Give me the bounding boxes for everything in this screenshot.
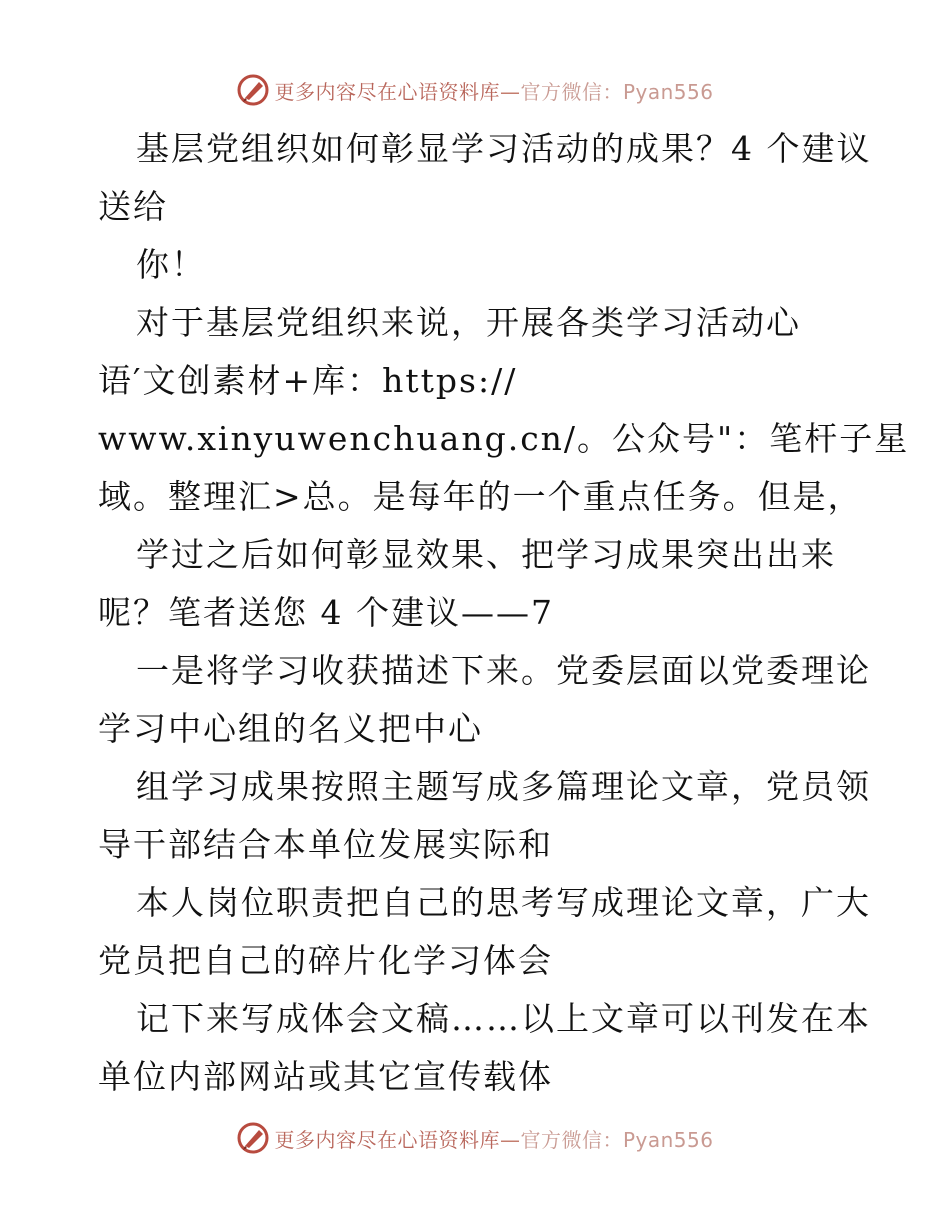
text-line: 语′文创素材+库：https://: [98, 361, 518, 400]
text-line: 对于基层党组织来说，开展各类学习活动心: [136, 303, 801, 342]
text-line: 导干部结合本单位发展实际和: [98, 825, 553, 864]
footer-wechat-text: 官方微信：Pyan556: [520, 1127, 714, 1152]
text-line: 呢？笔者送您 4 个建议——7: [98, 593, 554, 632]
pen-logo-icon: [236, 1121, 270, 1155]
header-watermark-text: [274, 76, 713, 105]
text-line: 组学习成果按照主题写成多篇理论文章，党员领: [136, 767, 871, 806]
footer-watermark: [0, 1118, 950, 1158]
text-line: 送给: [98, 187, 168, 226]
header-wechat-text: 官方微信：Pyan556: [520, 79, 714, 104]
header-brand-text: 更多内容尽在心语资料库: [274, 79, 500, 104]
text-line: 党员把自己的碎片化学习体会: [98, 941, 553, 980]
header-watermark: [0, 70, 950, 110]
document-body: [98, 120, 910, 1106]
text-line: 域。整理汇>总。是每年的一个重点任务。但是，: [98, 477, 863, 516]
text-line: 你！: [136, 245, 206, 284]
header-separator: —: [499, 79, 521, 104]
text-line: 记下来写成体会文稿……以上文章可以刊发在本: [136, 999, 871, 1038]
text-line: 学过之后如何彰显效果、把学习成果突出出来: [136, 535, 836, 574]
text-line: 单位内部网站或其它宣传载体: [98, 1057, 553, 1096]
text-line: 一是将学习收获描述下来。党委层面以党委理论: [136, 651, 871, 690]
footer-brand-text: 更多内容尽在心语资料库: [274, 1127, 500, 1152]
text-line: 本人岗位职责把自己的思考写成理论文章，广大: [136, 883, 871, 922]
text-line: www.xinyuwenchuang.cn/。公众号"：笔杆子星: [98, 419, 910, 458]
text-line: 基层党组织如何彰显学习活动的成果？4 个建议: [136, 129, 872, 168]
text-line: 学习中心组的名义把中心: [98, 709, 483, 748]
footer-separator: —: [499, 1127, 521, 1152]
pen-logo-icon: [236, 73, 270, 107]
footer-watermark-text: [274, 1124, 713, 1153]
